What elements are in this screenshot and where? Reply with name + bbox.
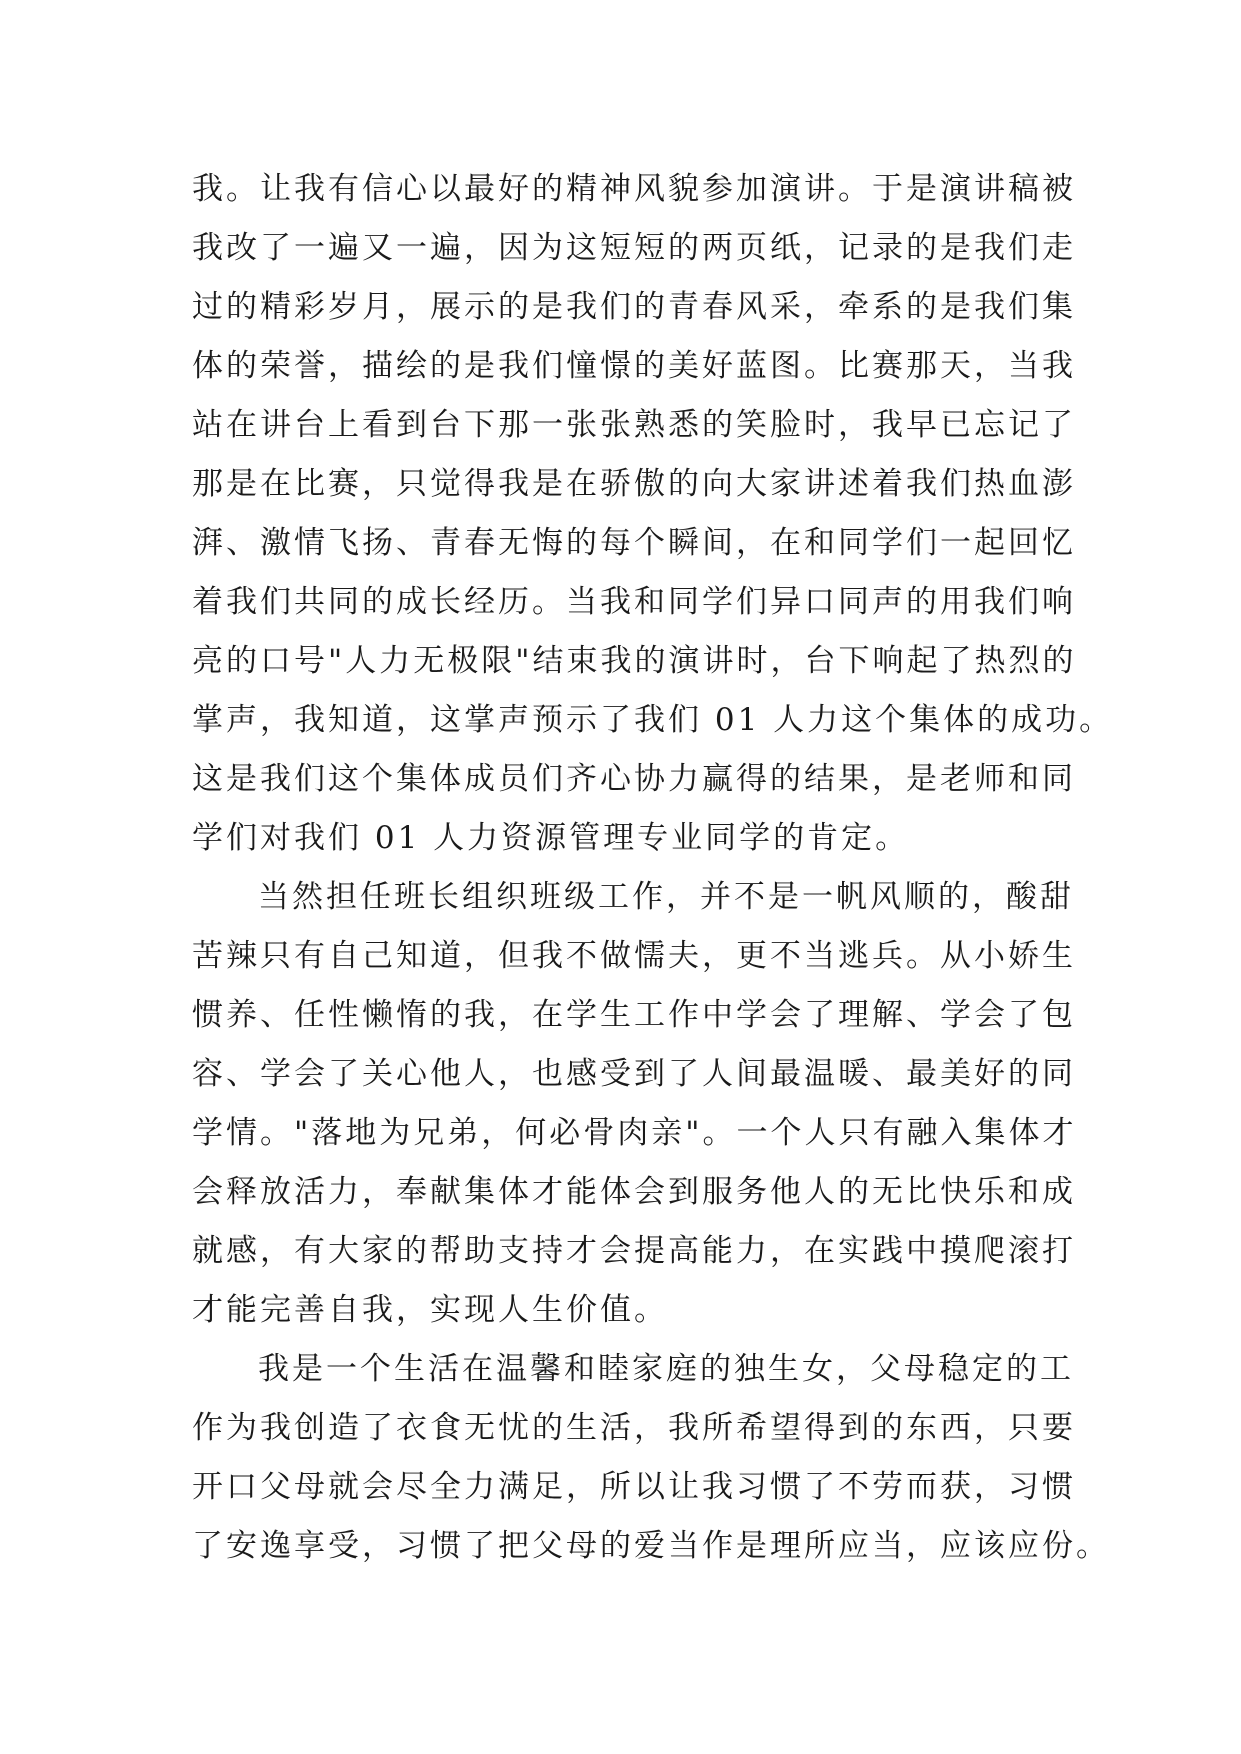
text-line: 才能完善自我，实现人生价值。 [192, 1292, 668, 1328]
paragraph-first-line: 我是一个生活在温馨和睦家庭的独生女，父母稳定的工 [258, 1351, 1074, 1387]
text-line: 站在讲台上看到台下那一张张熟悉的笑脸时，我早已忘记了 [192, 407, 1076, 443]
text-line: 我改了一遍又一遍，因为这短短的两页纸，记录的是我们走 [192, 230, 1076, 266]
text-line: 这是我们这个集体成员们齐心协力赢得的结果，是老师和同 [192, 761, 1076, 797]
text-line: 着我们共同的成长经历。当我和同学们异口同声的用我们响 [192, 584, 1076, 620]
text-line: 掌声，我知道，这掌声预示了我们 01 人力这个集体的成功。 [192, 702, 1114, 738]
text-line: 会释放活力，奉献集体才能体会到服务他人的无比快乐和成 [192, 1174, 1076, 1210]
paragraph-first-line: 当然担任班长组织班级工作，并不是一帆风顺的，酸甜 [258, 879, 1074, 915]
text-line: 学们对我们 01 人力资源管理专业同学的肯定。 [192, 820, 910, 856]
text-line: 苦辣只有自己知道，但我不做懦夫，更不当逃兵。从小娇生 [192, 938, 1076, 974]
text-line: 惯养、任性懒惰的我，在学生工作中学会了理解、学会了包 [192, 997, 1076, 1033]
text-line: 了安逸享受，习惯了把父母的爱当作是理所应当，应该应份。 [192, 1528, 1110, 1564]
text-line: 体的荣誉，描绘的是我们憧憬的美好蓝图。比赛那天，当我 [192, 348, 1076, 384]
text-line: 亮的口号"人力无极限"结束我的演讲时，台下响起了热烈的 [192, 643, 1077, 679]
text-line: 作为我创造了衣食无忧的生活，我所希望得到的东西，只要 [192, 1410, 1076, 1446]
text-line: 我。让我有信心以最好的精神风貌参加演讲。于是演讲稿被 [192, 171, 1076, 207]
text-line: 湃、激情飞扬、青春无悔的每个瞬间，在和同学们一起回忆 [192, 525, 1076, 561]
text-line: 过的精彩岁月，展示的是我们的青春风采，牵系的是我们集 [192, 289, 1076, 325]
text-line: 容、学会了关心他人，也感受到了人间最温暖、最美好的同 [192, 1056, 1076, 1092]
text-line: 那是在比赛，只觉得我是在骄傲的向大家讲述着我们热血澎 [192, 466, 1076, 502]
document-body [192, 160, 1114, 1576]
text-line: 就感，有大家的帮助支持才会提高能力，在实践中摸爬滚打 [192, 1233, 1076, 1269]
text-line: 开口父母就会尽全力满足，所以让我习惯了不劳而获，习惯 [192, 1469, 1076, 1505]
text-line: 学情。"落地为兄弟，何必骨肉亲"。一个人只有融入集体才 [192, 1115, 1077, 1151]
